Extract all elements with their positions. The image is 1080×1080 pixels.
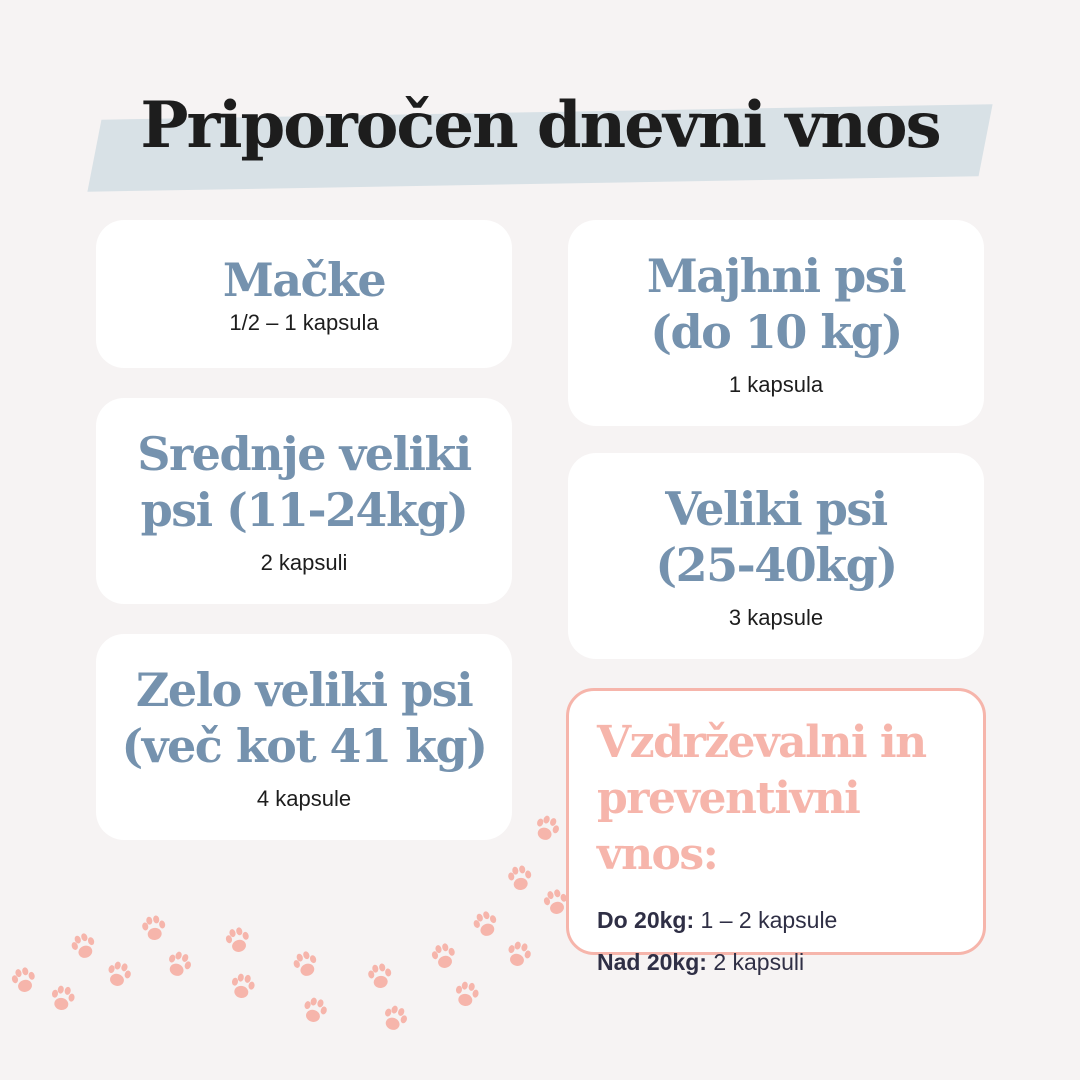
paw-print-icon (532, 813, 562, 843)
maintenance-line (597, 899, 837, 941)
card-maintenance (566, 688, 986, 975)
paw-print-icon (291, 949, 321, 979)
card-dose: 4 kapsule (256, 786, 352, 811)
maintenance-title: Vzdrževalni in preventivni vnos: (597, 717, 926, 880)
card-dose: 3 kapsule (728, 605, 824, 630)
paw-print-icon (380, 1003, 410, 1033)
maintenance-line (597, 941, 837, 983)
paw-print-icon (49, 984, 76, 1012)
paw-print-icon (301, 996, 329, 1025)
paw-print-icon (430, 941, 458, 970)
paw-print-icon (453, 980, 480, 1008)
maintenance-line-label: Do 20kg: (597, 907, 695, 933)
card-dose: 1/2 – 1 kapsula (229, 310, 379, 335)
card-title: Srednje veliki psi (11-24kg) (137, 427, 471, 537)
card-small-dogs (568, 220, 984, 426)
paw-print-icon (507, 864, 534, 892)
card-title: Mačke (222, 253, 386, 307)
paw-print-icon (105, 960, 133, 989)
paw-print-icon (10, 965, 38, 994)
paw-print-icon (69, 931, 99, 961)
paw-print-icon (367, 962, 394, 990)
card-title: Veliki psi (25-40kg) (655, 482, 897, 592)
paw-print-icon (505, 940, 533, 969)
card-dose: 1 kapsula (728, 372, 824, 397)
card-cats (96, 220, 512, 368)
paw-print-icon (229, 972, 256, 1000)
card-very-large-dogs (96, 634, 512, 840)
card-medium-dogs (96, 398, 512, 604)
paw-print-icon (471, 909, 501, 939)
paw-print-icon (164, 949, 194, 979)
card-title: Zelo veliki psi (več kot 41 kg) (121, 663, 487, 773)
card-title: Majhni psi (do 10 kg) (646, 249, 906, 359)
maintenance-line-label: Nad 20kg: (597, 949, 707, 975)
paw-print-icon (141, 914, 168, 942)
card-large-dogs (568, 453, 984, 659)
maintenance-lines (597, 899, 837, 983)
paw-print-icon (224, 925, 252, 954)
maintenance-line-value: 1 – 2 kapsule (700, 907, 838, 933)
card-dose: 2 kapsuli (260, 550, 348, 575)
page-title: Priporočen dnevni vnos (140, 88, 940, 163)
maintenance-line-value: 2 kapsuli (713, 949, 805, 975)
